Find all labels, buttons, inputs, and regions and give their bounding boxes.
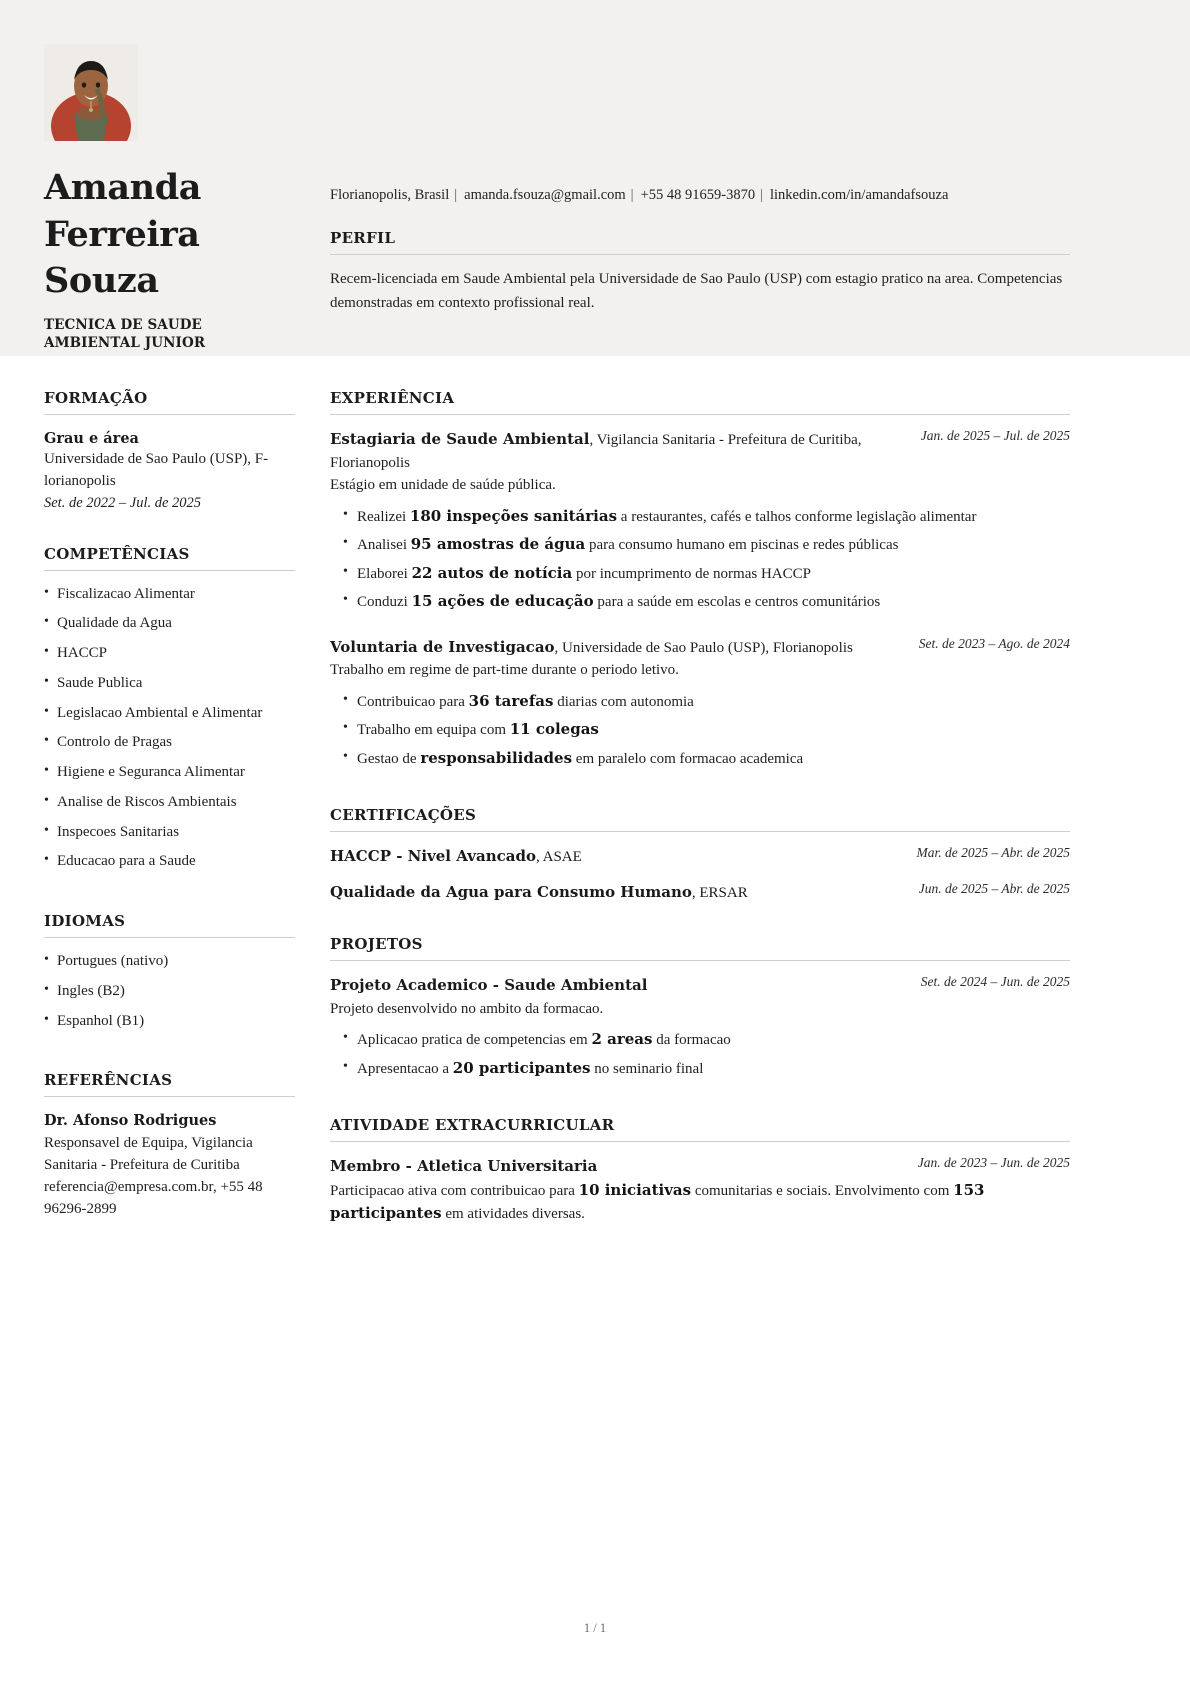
- certification-date: Jun. de 2025 – Abr. de 2025: [918, 880, 1070, 896]
- contact-phone[interactable]: +55 48 91659-3870: [640, 187, 756, 203]
- divider: [330, 960, 1070, 961]
- reference-detail: Responsavel de Equipa, Vigilancia Sanitaria - Prefeitura de Curitiba referencia@empresa.com.br, +55 48 96296-2899: [44, 1135, 263, 1218]
- header-band: [0, 0, 1190, 356]
- entry-title: Estagiaria de Saude Ambiental: [330, 430, 590, 448]
- section-heading-idiomas: IDIOMAS: [44, 912, 126, 931]
- paragraph-highlight: 10 iniciativas: [578, 1180, 692, 1199]
- contact-separator: |: [760, 187, 763, 203]
- contact-separator: |: [454, 187, 458, 203]
- list-item: • Espanhol (B1): [44, 1011, 295, 1041]
- contact-email[interactable]: amanda.fsouza@gmail.com: [464, 187, 626, 203]
- section-extracurricular: [330, 1116, 1070, 1226]
- divider: [44, 570, 295, 571]
- body-columns: [0, 356, 1190, 1257]
- divider: [44, 937, 295, 938]
- section-heading-projetos: PROJETOS: [330, 935, 423, 953]
- entry-subtitle: Projeto desenvolvido no ambito da formacao.: [330, 1000, 604, 1017]
- certification-row: [330, 845, 1070, 869]
- list-item: • Inspecoes Sanitarias: [44, 822, 295, 852]
- bullet-list: [330, 505, 1070, 619]
- experience-entries: [330, 428, 1070, 775]
- skills-list: [44, 584, 295, 882]
- certification-date: Mar. de 2025 – Abr. de 2025: [916, 845, 1070, 860]
- bullet-item: • Realizei 180 inspeções sanitárias a restaurantes, cafés e talhos conforme legislação alimentar: [330, 505, 1070, 534]
- entry-title-wrap: [330, 636, 905, 660]
- profile-text: Recem-licenciada em Saude Ambiental pela Universidade de Sao Paulo (USP) com estagio pratico na area. Competencias demonstradas em contexto profissional real.: [330, 271, 1063, 311]
- divider: [44, 414, 295, 415]
- bullet-item: • Apresentacao a 20 participantes no seminario final: [330, 1057, 1070, 1086]
- entry-organization: , Universidade de Sao Paulo (USP), Florianopolis: [554, 639, 853, 656]
- bullet-item: • Gestao de responsabilidades em paralelo com formacao academica: [330, 747, 1070, 776]
- entry-paragraph: Participacao ativa com contribuicao para 10 iniciativas comunitarias e sociais. Envolvimento com 153 participantes em atividades diversas.: [330, 1180, 985, 1222]
- list-item: • Saude Publica: [44, 673, 295, 703]
- entry-date: Set. de 2024 – Jun. de 2025: [920, 974, 1070, 989]
- section-certificacoes: [330, 806, 1070, 904]
- bullet-highlight: responsabilidades: [420, 748, 573, 767]
- divider: [330, 254, 1070, 255]
- section-competencias: [44, 545, 295, 882]
- bullet-highlight: 95 amostras de água: [410, 535, 586, 553]
- section-perfil: [330, 229, 1070, 315]
- project-entries: [330, 974, 1070, 1085]
- entry-title-wrap: [330, 1155, 904, 1179]
- entry-date: Jan. de 2025 – Jul. de 2025: [920, 428, 1070, 443]
- bullet-item: • Aplicacao pratica de competencias em 2 areas da formacao: [330, 1028, 1070, 1057]
- list-item: • Fiscalizacao Alimentar: [44, 584, 295, 614]
- entry-header: [330, 1155, 1070, 1179]
- divider: [330, 831, 1070, 832]
- section-heading-perfil: PERFIL: [330, 229, 396, 248]
- bullet-list: [330, 1028, 1070, 1085]
- main-column: [325, 356, 1190, 1257]
- contact-location: Florianopolis, Brasil: [330, 187, 450, 203]
- list-item: • Controlo de Pragas: [44, 732, 295, 762]
- bullet-item: • Analisei 95 amostras de água para consumo humano em piscinas e redes públicas: [330, 533, 1070, 562]
- contact-separator: |: [630, 187, 634, 203]
- name-line-2: Ferreira: [44, 213, 200, 255]
- bullet-highlight: 20 participantes: [452, 1058, 591, 1077]
- bullet-highlight: 180 inspeções sanitárias: [409, 506, 618, 525]
- page-indicator: 1 / 1: [583, 1621, 607, 1635]
- entry-header: [330, 974, 1070, 998]
- contact-linkedin[interactable]: linkedin.com/in/amandafsouza: [770, 187, 949, 203]
- list-item: • Legislacao Ambiental e Alimentar: [44, 703, 295, 733]
- certification-name: HACCP - Nivel Avancado: [330, 847, 536, 865]
- entry-title: Projeto Academico - Saude Ambiental: [330, 976, 648, 994]
- contact-line: [330, 185, 1070, 205]
- certification-issuer: , ASAE: [535, 849, 582, 865]
- list-item: • HACCP: [44, 643, 295, 673]
- header-right-column: [325, 0, 1190, 356]
- bullet-item: • Contribuicao para 36 tarefas diarias com autonomia: [330, 690, 1070, 719]
- divider: [330, 414, 1070, 415]
- certification-text: [330, 881, 748, 905]
- bullet-highlight: 22 autos de notícia: [411, 563, 573, 582]
- entry: [330, 1155, 1070, 1226]
- section-projetos: [330, 935, 1070, 1085]
- bullet-item: • Conduzi 15 ações de educação para a saúde em escolas e centros comunitários: [330, 590, 1070, 619]
- section-heading-referencias: REFERÊNCIAS: [44, 1071, 173, 1090]
- bullet-highlight: 11 colegas: [509, 720, 599, 738]
- entry-organization: , Vigilancia Sanitaria - Prefeitura de Curitiba, Florianopolis: [330, 432, 862, 471]
- certification-rows: [330, 845, 1070, 904]
- paragraph-highlight: 153 participantes: [330, 1180, 985, 1222]
- sidebar: [0, 356, 325, 1251]
- entry: [330, 636, 1070, 776]
- list-item: • Ingles (B2): [44, 981, 295, 1011]
- entry: [330, 974, 1070, 1085]
- list-item: • Analise de Riscos Ambientais: [44, 792, 295, 822]
- page-footer: [0, 1621, 1190, 1636]
- reference-name: Dr. Afonso Rodrigues: [44, 1112, 217, 1130]
- extracurricular-entries: [330, 1155, 1070, 1226]
- header-left-column: [0, 0, 325, 356]
- section-heading-competencias: COMPETÊNCIAS: [44, 544, 190, 563]
- entry-title: Voluntaria de Investigacao: [330, 637, 555, 656]
- section-referencias: [44, 1071, 295, 1220]
- page-title: [44, 165, 295, 305]
- education-degree: Grau e área: [44, 430, 139, 447]
- languages-list: [44, 951, 295, 1040]
- certification-name: Qualidade da Agua para Consumo Humano: [330, 882, 692, 901]
- list-item: • Qualidade da Agua: [44, 613, 295, 643]
- section-experiencia: [330, 389, 1070, 775]
- bullet-item: • Elaborei 22 autos de notícia por incumprimento de normas HACCP: [330, 562, 1070, 591]
- name-line-3: Souza: [44, 260, 159, 302]
- section-idiomas: [44, 912, 295, 1040]
- bullet-highlight: 2 areas: [591, 1030, 653, 1048]
- education-school: Universidade de Sao Paulo (USP), F-lorianopolis: [44, 451, 269, 489]
- entry-subtitle: Estágio em unidade de saúde pública.: [330, 477, 556, 493]
- list-item: • Portugues (nativo): [44, 951, 295, 981]
- list-item: • Higiene e Seguranca Alimentar: [44, 762, 295, 792]
- entry: [330, 428, 1070, 619]
- list-item: • Educacao para a Saude: [44, 851, 295, 881]
- bullet-highlight: 15 ações de educação: [411, 592, 594, 610]
- job-title: TECNICA DE SAUDE AMBIENTAL JUNIOR: [44, 316, 206, 351]
- entry-title-wrap: [330, 974, 907, 998]
- entry-header: [330, 636, 1070, 660]
- name-line-1: Amanda: [44, 167, 202, 208]
- certification-row: [330, 881, 1070, 905]
- entry-subtitle: Trabalho em regime de part-time durante o periodo letivo.: [330, 662, 679, 678]
- entry-title: Membro - Atletica Universitaria: [330, 1157, 598, 1175]
- entry-header: [330, 428, 1070, 474]
- section-formacao: [44, 389, 295, 514]
- section-heading-formacao: FORMAÇÃO: [44, 389, 148, 407]
- education-dates: Set. de 2022 – Jul. de 2025: [44, 494, 202, 511]
- bullet-item: • Trabalho em equipa com 11 colegas: [330, 718, 1070, 747]
- section-heading-certificacoes: CERTIFICAÇÕES: [330, 806, 477, 824]
- bullet-list: [330, 690, 1070, 776]
- entry-title-wrap: [330, 428, 907, 474]
- section-heading-experiencia: EXPERIÊNCIA: [330, 389, 455, 407]
- entry-date: Jan. de 2023 – Jun. de 2025: [917, 1155, 1070, 1170]
- divider: [330, 1141, 1070, 1142]
- divider: [44, 1096, 295, 1097]
- certification-issuer: , ERSAR: [691, 884, 748, 901]
- certification-text: [330, 845, 582, 869]
- avatar: [44, 44, 138, 141]
- bullet-highlight: 36 tarefas: [468, 691, 554, 710]
- section-heading-extracurricular: ATIVIDADE EXTRACURRICULAR: [330, 1116, 615, 1134]
- entry-date: Set. de 2023 – Ago. de 2024: [918, 635, 1070, 651]
